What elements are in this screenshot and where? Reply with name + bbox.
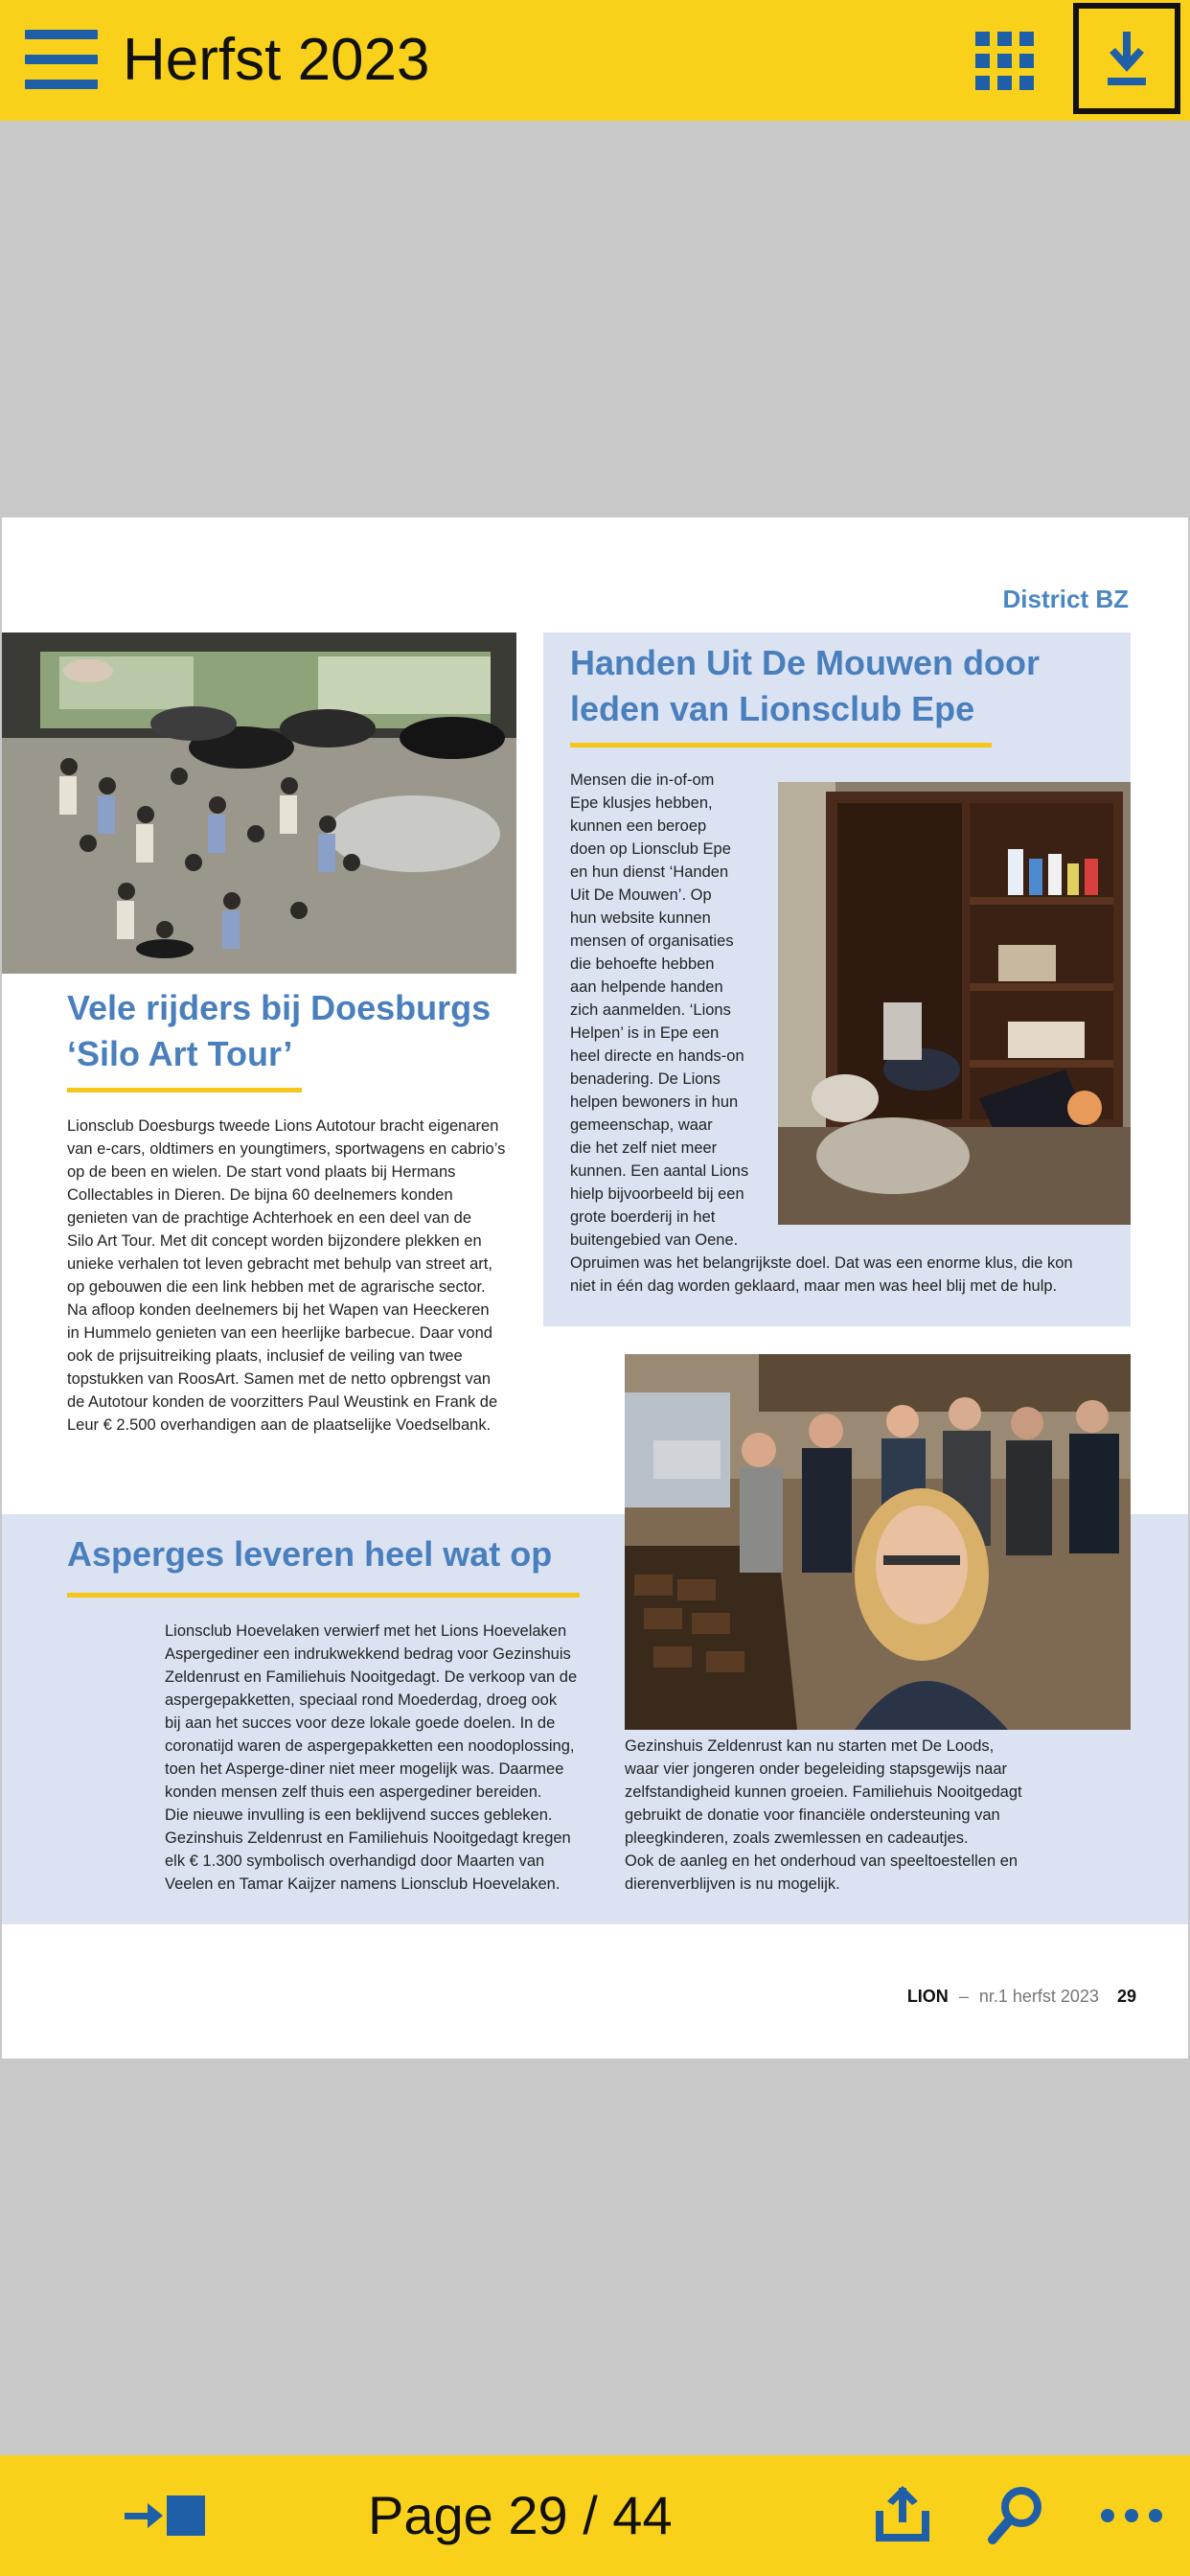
- text-line: Mensen die in-of-om: [570, 771, 715, 789]
- text-line: zich aanmelden. ‘Lions: [570, 1001, 731, 1019]
- footer-page-number: 29: [1116, 1987, 1136, 2006]
- download-button[interactable]: [1073, 3, 1180, 114]
- article2-body-continued: [570, 1252, 1126, 1298]
- text-line: op gebouwen die een link hebben met de agrarische sector.: [67, 1278, 486, 1296]
- text-line: konden mensen zelf thuis een aspergediner bereiden.: [165, 1783, 542, 1801]
- article3-rule: [67, 1593, 580, 1598]
- text-line: heel directe en hands-on: [570, 1047, 744, 1065]
- article3-headline: Asperges leveren heel wat op: [67, 1534, 553, 1574]
- text-line: Epe klusjes hebben,: [570, 794, 713, 812]
- share-icon[interactable]: [872, 2484, 933, 2550]
- text-line: Die nieuwe invulling is een beklijvend succes gebleken.: [165, 1806, 553, 1824]
- text-line: aspergepakketten, speciaal rond Moederdag, droeg ook: [165, 1691, 558, 1709]
- text-line: kunnen een beroep: [570, 817, 707, 835]
- text-line: Lionsclub Hoevelaken verwierf met het Lions Hoevelaken: [165, 1622, 567, 1640]
- text-line: elk € 1.300 symbolisch overhandigd door Maarten van: [165, 1852, 545, 1870]
- article3-body: [165, 1620, 596, 1896]
- text-line: gemeenschap, waar: [570, 1116, 713, 1134]
- text-line: toen het Asperge-diner niet meer mogelijk was. Daarmee: [165, 1760, 564, 1778]
- text-line: hielp bijvoorbeeld bij een: [570, 1185, 744, 1203]
- text-line: die het zelf niet meer: [570, 1139, 718, 1157]
- text-line: benadering. De Lions: [570, 1070, 721, 1088]
- text-line: Gezinshuis Zeldenrust en Familiehuis Nooitgedagt kregen: [165, 1829, 571, 1847]
- footer-separator: –: [958, 1987, 969, 2006]
- text-line: topstukken van RoosArt. Samen met de netto opbrengst van: [67, 1370, 492, 1388]
- page-indicator[interactable]: Page 29 / 44: [368, 2485, 673, 2545]
- text-line: zelfstandigheid kunnen groeien. Familiehuis Nooitgedagt: [625, 1783, 1022, 1801]
- go-to-page-icon[interactable]: [125, 2494, 205, 2542]
- text-line: in Hummelo genieten van een heerlijke barbecue. Daar vond: [67, 1324, 492, 1342]
- photo-cabinet-cleanup: [778, 782, 1131, 1225]
- top-toolbar: [0, 0, 1190, 121]
- download-icon: [1102, 32, 1152, 87]
- text-line: ook de prijsuitreiking plaats, inclusief de veiling van twee: [67, 1347, 463, 1365]
- text-line: Uit De Mouwen’. Op: [570, 886, 712, 904]
- text-line: aan helpende handen: [570, 978, 723, 996]
- text-line: Ook de aanleg en het onderhoud van speeltoestellen en: [625, 1852, 1018, 1870]
- text-line: bij aan het succes voor deze lokale goede doelen. In de: [165, 1714, 556, 1732]
- magazine-page: [2, 518, 1188, 2058]
- footer-brand: LION: [906, 1987, 949, 2006]
- text-line: Na afloop konden deelnemers bij het Wapen van Heeckeren: [67, 1301, 490, 1319]
- grid-view-icon[interactable]: [975, 32, 1035, 91]
- article2-headline: Handen Uit De Mouwen door leden van Lionsclub Epe: [570, 643, 1040, 728]
- publication-title: Herfst 2023: [123, 27, 430, 93]
- text-line: genieten van de prachtige Achterhoek en een deel van de: [67, 1209, 471, 1227]
- bottom-toolbar: [0, 2455, 1190, 2576]
- text-line: op de been en wielen. De start vond plaats bij Hermans: [67, 1163, 456, 1181]
- text-line: Collectables in Dieren. De bijna 60 deelnemers konden: [67, 1186, 453, 1204]
- text-line: de Autotour konden de voorzitters Paul Weustink en Frank de: [67, 1393, 498, 1411]
- text-line: Veelen en Tamar Kaijzer namens Lionsclub Hoevelaken.: [165, 1875, 561, 1893]
- section-label: District BZ: [1002, 585, 1129, 613]
- page-footer: [907, 1987, 1136, 2007]
- text-line: coronatijd waren de aspergepakketten een noodoplossing,: [165, 1737, 575, 1755]
- hamburger-menu-icon[interactable]: [25, 30, 98, 89]
- text-line: hun website kunnen: [570, 909, 711, 927]
- text-line: Lionsclub Doesburgs tweede Lions Autotour bracht eigenaren: [67, 1117, 499, 1135]
- text-line: Leur € 2.500 overhandigen aan de plaatselijke Voedselbank.: [67, 1416, 492, 1434]
- text-line: en hun dienst ‘Handen: [570, 863, 729, 881]
- text-line: Helpen’ is in Epe een: [570, 1024, 720, 1042]
- text-line: unieke verhalen tot leven gebracht met behulp van street art,: [67, 1255, 492, 1273]
- text-line: Zeldenrust en Familiehuis Nooitgedagt. De verkoop van de: [165, 1668, 578, 1686]
- article1-headline: Vele rijders bij Doesburgs ‘Silo Art Tour’: [67, 988, 492, 1073]
- text-line: waar vier jongeren onder begeleiding stapsgewijs naar: [625, 1760, 1007, 1778]
- search-icon[interactable]: [987, 2484, 1046, 2550]
- text-line: gebruikt de donatie voor financiële ondersteuning van: [625, 1806, 1000, 1824]
- text-line: mensen of organisaties: [570, 932, 734, 950]
- photo-group-selfie: [625, 1354, 1131, 1730]
- article2-rule: [570, 743, 992, 748]
- more-options-icon[interactable]: [1100, 2508, 1163, 2528]
- text-line: helpen bewoners in hun: [570, 1093, 739, 1111]
- text-line: pleegkinderen, zoals zwemlessen en cadeautjes.: [625, 1829, 969, 1847]
- text-line: buitengebied van Oene.: [570, 1231, 739, 1249]
- article2-body: [570, 769, 776, 1252]
- text-line: Silo Art Tour. Met dit concept worden bijzondere plekken en: [67, 1232, 482, 1250]
- text-line: grote boerderij in het: [570, 1208, 716, 1226]
- text-line: dierenverblijven is nu mogelijk.: [625, 1875, 840, 1893]
- text-line: doen op Lionsclub Epe: [570, 840, 731, 858]
- footer-issue: nr.1 herfst 2023: [978, 1987, 1099, 2006]
- text-line: Opruimen was het belangrijkste doel. Dat was een enorme klus, die kon: [570, 1254, 1073, 1272]
- text-line: niet in één dag worden geklaard, maar men was heel blij met de hulp.: [570, 1277, 1058, 1295]
- article1-body: [67, 1115, 527, 1437]
- photo-caption: [625, 1735, 1131, 1896]
- photo-car-showroom-group: [2, 632, 516, 974]
- text-line: die behoefte hebben: [570, 955, 715, 973]
- text-line: kunnen. Een aantal Lions: [570, 1162, 749, 1180]
- text-line: Gezinshuis Zeldenrust kan nu starten met De Loods,: [625, 1737, 995, 1755]
- text-line: Aspergediner een indrukwekkend bedrag voor Gezinshuis: [165, 1645, 571, 1663]
- text-line: van e-cars, oldtimers en youngtimers, sportwagens en cabrio’s: [67, 1140, 506, 1158]
- article1-rule: [67, 1088, 302, 1092]
